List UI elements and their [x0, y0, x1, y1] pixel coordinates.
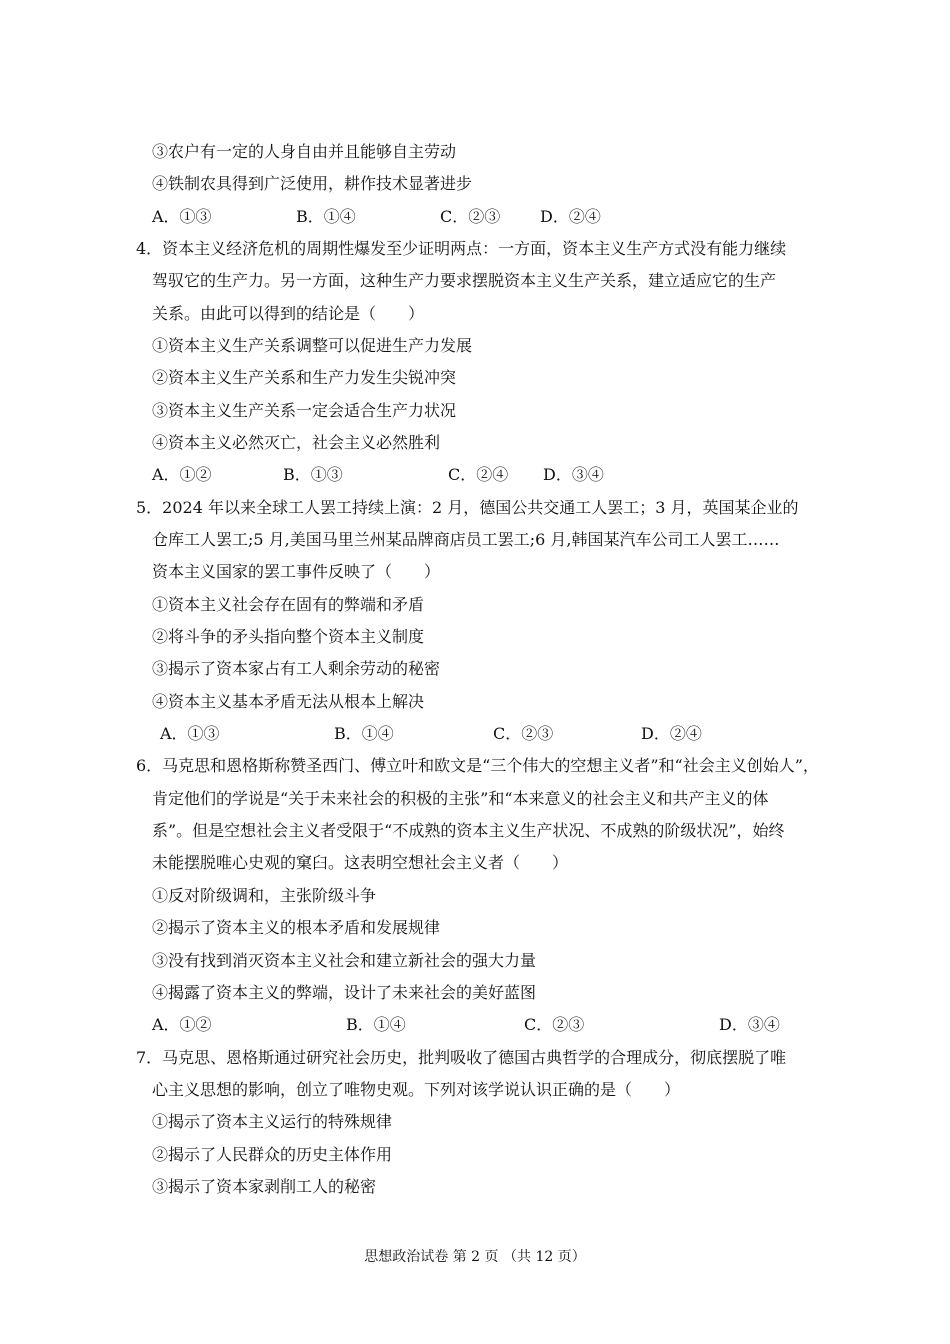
text-line: ④资本主义基本矛盾无法从根本上解决: [152, 691, 425, 711]
question-stem-line: 6．马克思和恩格斯称赞圣西门、傅立叶和欧文是“三个伟大的空想主义者”和“社会主义创始人”，: [136, 756, 819, 776]
answer-option-c: C．②④: [448, 465, 509, 485]
text-line: ②揭示了资本主义的根本矛盾和发展规律: [152, 918, 441, 938]
text-line: 资本主义国家的罢工事件反映了（ ）: [152, 562, 441, 582]
text-line: 仓库工人罢工;5 月,美国马里兰州某品牌商店员工罢工;6 月,韩国某汽车公司工人罢工……: [152, 530, 780, 550]
text-line: ②资本主义生产关系和生产力发生尖锐冲突: [152, 368, 457, 388]
answer-option-a: A．①②: [152, 1015, 212, 1035]
answer-option-b: B．①③: [283, 465, 343, 485]
answer-option-d: D．②④: [641, 724, 702, 744]
answer-option-c: C．②③: [524, 1015, 585, 1035]
text-line: ①资本主义社会存在固有的弊端和矛盾: [152, 594, 425, 614]
text-line: 肯定他们的学说是“关于未来社会的积极的主张”和“本来意义的社会主义和共产主义的体: [152, 788, 769, 808]
text-line: ④铁制农具得到广泛使用，耕作技术显著进步: [152, 174, 473, 194]
text-line: ④资本主义必然灭亡，社会主义必然胜利: [152, 433, 441, 453]
text-line: 关系。由此可以得到的结论是（ ）: [152, 303, 425, 323]
answer-option-c: C．②③: [440, 206, 501, 226]
answer-option-a: A．①③: [160, 724, 220, 744]
answer-option-d: D．③④: [719, 1015, 780, 1035]
answer-option-b: B．①④: [296, 206, 356, 226]
answer-option-c: C．②③: [493, 724, 554, 744]
text-line: 心主义思想的影响，创立了唯物史观。下列对该学说认识正确的是（ ）: [152, 1079, 681, 1099]
text-line: ③揭示了资本家占有工人剩余劳动的秘密: [152, 659, 441, 679]
text-line: ②将斗争的矛头指向整个资本主义制度: [152, 627, 425, 647]
answer-option-d: D．③④: [543, 465, 604, 485]
text-line: 系”。但是空想社会主义者受限于“不成熟的资本主义生产状况、不成熟的阶级状况”，始终: [152, 821, 785, 841]
text-line: ①反对阶级调和，主张阶级斗争: [152, 885, 377, 905]
question-stem-line: 5．2024 年以来全球工人罢工持续上演：2 月，德国公共交通工人罢工；3 月，英国某企业的: [136, 497, 799, 517]
text-line: 未能摆脱唯心史观的窠臼。这表明空想社会主义者（ ）: [152, 853, 569, 873]
page-footer: 思想政治试卷 第 2 页 （共 12 页）: [364, 1249, 586, 1265]
text-line: ①揭示了资本主义运行的特殊规律: [152, 1112, 393, 1132]
answer-option-b: B．①④: [334, 724, 394, 744]
text-line: ③揭示了资本家剥削工人的秘密: [152, 1176, 377, 1196]
answer-option-a: A．①③: [152, 206, 212, 226]
text-line: ①资本主义生产关系调整可以促进生产力发展: [152, 336, 473, 356]
question-stem-line: 7．马克思、恩格斯通过研究社会历史，批判吸收了德国古典哲学的合理成分，彻底摆脱了唯: [136, 1047, 787, 1067]
answer-option-a: A．①②: [152, 465, 212, 485]
answer-option-d: D．②④: [540, 206, 601, 226]
text-line: ③没有找到消灭资本主义社会和建立新社会的强大力量: [152, 950, 537, 970]
text-line: ④揭露了资本主义的弊端，设计了未来社会的美好蓝图: [152, 982, 537, 1002]
answer-option-b: B．①④: [346, 1015, 406, 1035]
text-line: ③农户有一定的人身自由并且能够自主劳动: [152, 142, 457, 161]
text-line: ②揭示了人民群众的历史主体作用: [152, 1144, 393, 1164]
question-stem-line: 4．资本主义经济危机的周期性爆发至少证明两点：一方面，资本主义生产方式没有能力继续: [136, 239, 787, 259]
text-line: ③资本主义生产关系一定会适合生产力状况: [152, 400, 457, 420]
text-line: 驾驭它的生产力。另一方面，这种生产力要求摆脱资本主义生产关系，建立适应它的生产: [152, 271, 777, 291]
